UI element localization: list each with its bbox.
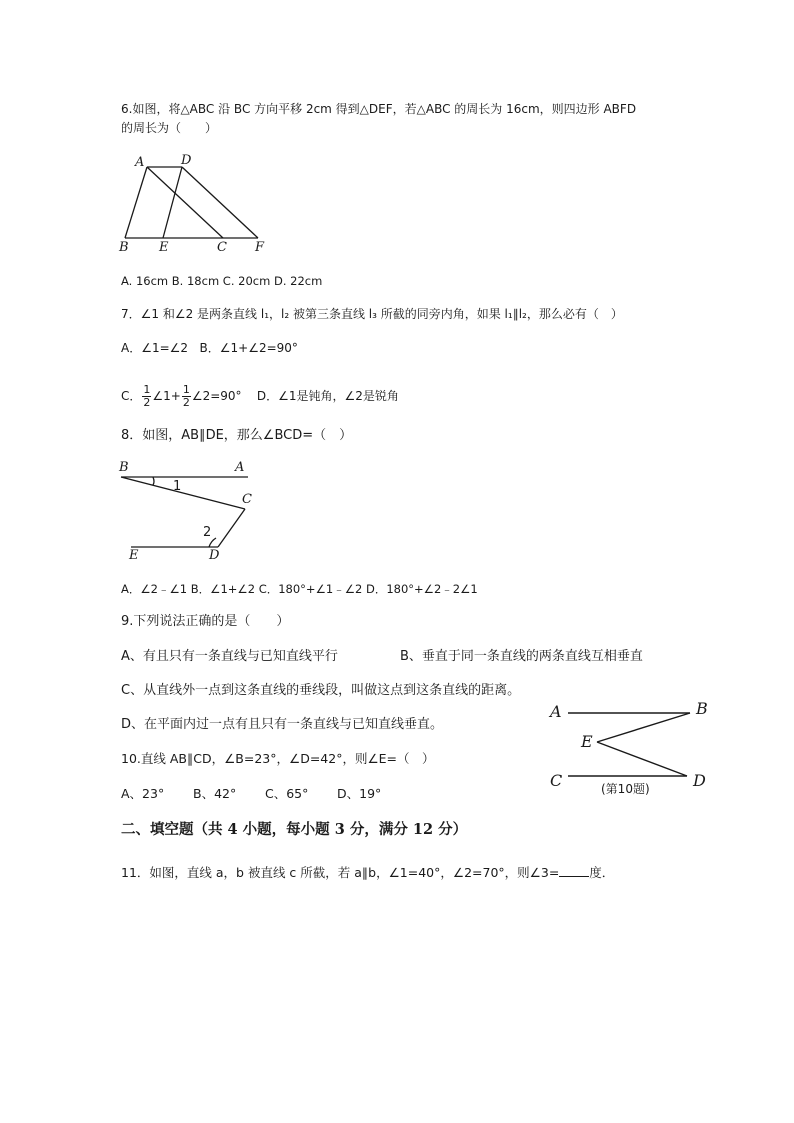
q6-label-D: D bbox=[181, 153, 192, 168]
q10-label-A: A bbox=[550, 702, 562, 721]
q10-label-B: B bbox=[696, 699, 708, 718]
fraction-numerator: 1 bbox=[182, 383, 190, 396]
q9-option-d: D、在平面内过一点有且只有一条直线与已知直线垂直。 bbox=[121, 717, 444, 732]
q9-option-c: C、从直线外一点到这条直线的垂线段，叫做这点到这条直线的距离。 bbox=[121, 683, 521, 698]
q10-options bbox=[121, 786, 381, 802]
fraction-numerator: 1 bbox=[143, 383, 151, 396]
fraction-denominator: 2 bbox=[143, 396, 151, 409]
q8-options: A．∠2﹣∠1 B．∠1+∠2 C．180°+∠1﹣∠2 D．180°+∠2﹣2∠1 bbox=[121, 582, 478, 596]
q7-stem: 7．∠1 和∠2 是两条直线 l₁，l₂ 被第三条直线 l₃ 所截的同旁内角，如果 l₁∥l₂，那么必有（ ） bbox=[121, 307, 623, 321]
q11-stem-before: 11．如图，直线 a，b 被直线 c 所截，若 a∥b，∠1=40°，∠2=70°，则∠3= bbox=[121, 865, 560, 880]
q10-label-C: C bbox=[550, 771, 563, 790]
q6-label-B: B bbox=[119, 240, 129, 255]
q6-label-C: C bbox=[217, 240, 227, 255]
q8-label-A: A bbox=[235, 460, 245, 475]
q6-options: A. 16cm B. 18cm C. 20cm D. 22cm bbox=[121, 274, 323, 288]
q10-option-b: B、42° bbox=[193, 786, 237, 801]
q9-stem: 9.下列说法正确的是（ ） bbox=[121, 614, 290, 629]
q7-options-row1 bbox=[121, 340, 298, 356]
q9-option-b: B、垂直于同一条直线的两条直线互相垂直 bbox=[400, 649, 643, 664]
q7-options-row2 bbox=[121, 384, 399, 409]
q9-option-a: A、有且只有一条直线与已知直线平行 bbox=[121, 649, 338, 664]
section-title: 二、填空题（共 4 小题，每小题 3 分，满分 12 分） bbox=[121, 821, 468, 838]
q10-label-D: D bbox=[693, 771, 706, 790]
q11-stem-after: 度． bbox=[589, 865, 615, 880]
q10-option-a: A、23° bbox=[121, 786, 165, 801]
q8-stem: 8．如图，AB∥DE，那么∠BCD=（ ） bbox=[121, 428, 353, 443]
q6-stem-line2: 的周长为（ ） bbox=[121, 121, 218, 135]
q6-figure bbox=[115, 150, 270, 255]
q8-figure bbox=[115, 458, 260, 563]
q10-option-c: C、65° bbox=[265, 786, 309, 801]
q7-option-c-mid: ∠1+ bbox=[152, 389, 181, 403]
q8-angle-1: 1 bbox=[173, 479, 182, 494]
q7-option-a: A．∠1=∠2 bbox=[121, 341, 189, 355]
q7-fraction-2 bbox=[182, 384, 191, 409]
q10-label-E: E bbox=[581, 732, 593, 751]
q7-option-b: B．∠1+∠2=90° bbox=[199, 341, 298, 355]
q8-label-B: B bbox=[119, 460, 129, 475]
q7-option-c-end: ∠2=90° bbox=[191, 389, 242, 403]
q7-option-d: D．∠1是钝角，∠2是锐角 bbox=[256, 389, 399, 403]
q8-label-E: E bbox=[129, 548, 139, 563]
q10-caption: (第10题) bbox=[601, 782, 650, 796]
q10-stem: 10.直线 AB∥CD，∠B=23°，∠D=42°，则∠E=（ ） bbox=[121, 751, 435, 766]
q7-fraction-1 bbox=[142, 384, 151, 409]
q6-label-F: F bbox=[255, 240, 265, 255]
q10-figure bbox=[540, 695, 720, 800]
q8-label-C: C bbox=[242, 492, 252, 507]
q11-stem bbox=[121, 864, 614, 881]
q6-label-E: E bbox=[159, 240, 169, 255]
fraction-denominator: 2 bbox=[182, 396, 190, 409]
q10-option-d: D、19° bbox=[337, 786, 382, 801]
q6-stem-line1: 6.如图，将△ABC 沿 BC 方向平移 2cm 得到△DEF，若△ABC 的周长为 16cm，则四边形 ABFD bbox=[121, 102, 637, 116]
q6-label-A: A bbox=[135, 155, 145, 170]
q8-label-D: D bbox=[209, 548, 220, 563]
q8-angle-2: 2 bbox=[203, 525, 212, 540]
q11-answer-blank[interactable] bbox=[559, 864, 589, 877]
q7-option-c-prefix: C． bbox=[121, 389, 142, 403]
